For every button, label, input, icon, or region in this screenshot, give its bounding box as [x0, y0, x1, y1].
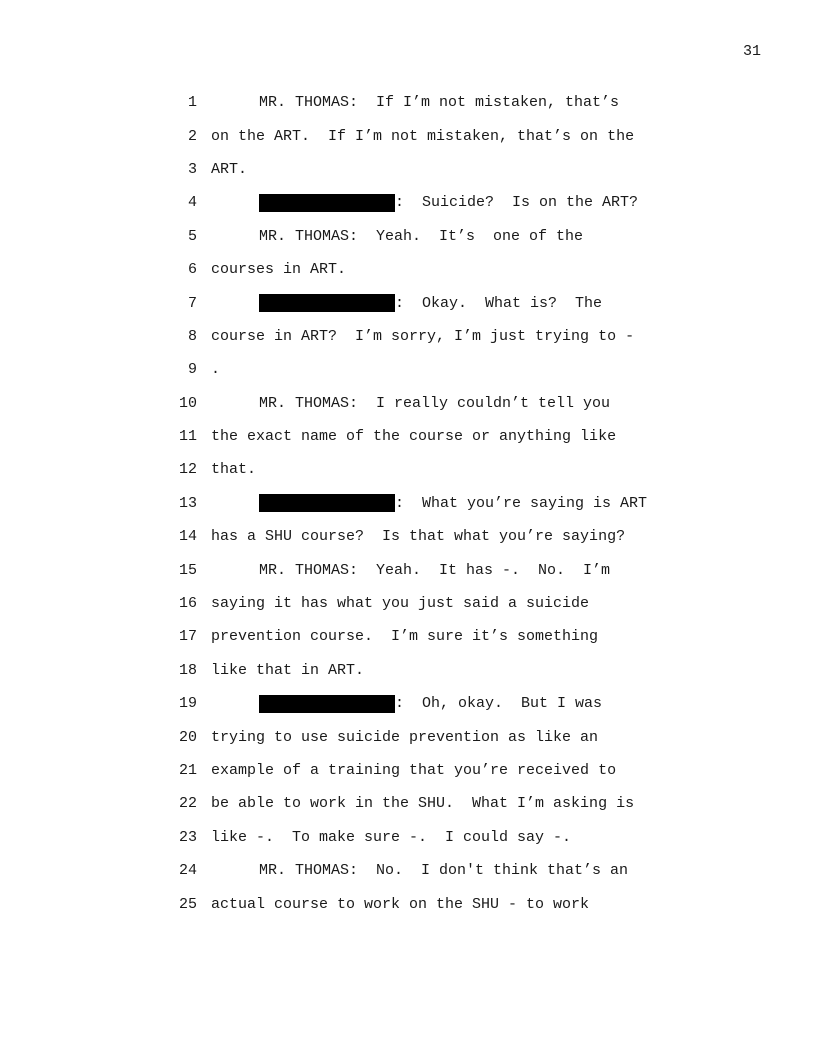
transcript-body: [170, 86, 690, 921]
line-content: prevention course. I’m sure it’s something: [211, 628, 599, 646]
line-number: 10: [178, 394, 197, 412]
line-text: [211, 795, 634, 812]
transcript-line: [170, 620, 690, 653]
line-content: MR. THOMAS: Yeah. It’s one of the: [259, 227, 584, 245]
line-text: [211, 862, 628, 879]
transcript-line: [170, 286, 690, 319]
line-text: [211, 361, 220, 378]
line-content: the exact name of the course or anything like: [211, 428, 617, 446]
line-content: : Oh, okay. But I was: [395, 695, 603, 713]
transcript-line: [170, 887, 690, 920]
page-number: 31: [742, 43, 761, 60]
line-content: like that in ART.: [211, 661, 365, 679]
line-content: : Okay. What is? The: [395, 294, 603, 312]
line-number: 22: [178, 795, 197, 813]
line-text: [211, 94, 619, 111]
line-content: trying to use suicide prevention as like an: [211, 728, 599, 746]
line-text: [211, 829, 571, 846]
transcript-line: [170, 253, 690, 286]
line-number: 13: [178, 494, 197, 512]
line-text: [211, 261, 346, 278]
line-number: 1: [187, 94, 197, 112]
line-text: [211, 128, 634, 145]
line-text: [211, 562, 610, 579]
line-content: course in ART? I’m sorry, I’m just trying to -: [211, 327, 635, 345]
line-content: like -. To make sure -. I could say -.: [211, 828, 572, 846]
line-number: 2: [187, 127, 197, 145]
line-content: be able to work in the SHU. What I’m asking is: [211, 795, 635, 813]
redacted-speaker-name: [259, 194, 395, 212]
transcript-line: [170, 787, 690, 820]
transcript-line: [170, 687, 690, 720]
transcript-line: [170, 453, 690, 486]
line-number: 4: [187, 194, 197, 212]
line-number: 17: [178, 628, 197, 646]
line-content: : Suicide? Is on the ART?: [395, 194, 639, 212]
transcript-line: [170, 553, 690, 586]
line-number: 3: [187, 160, 197, 178]
line-text: [211, 294, 602, 312]
transcript-line: [170, 754, 690, 787]
transcript-line: [170, 153, 690, 186]
line-number: 21: [178, 762, 197, 779]
line-number: 12: [178, 461, 197, 479]
line-number: 18: [178, 661, 197, 679]
line-text: [211, 528, 625, 545]
transcript-line: [170, 420, 690, 453]
transcript-line: [170, 119, 690, 152]
line-number: 11: [178, 428, 197, 446]
line-number: 23: [178, 828, 197, 846]
transcript-line: [170, 186, 690, 219]
transcript-line: [170, 353, 690, 386]
line-content: ART.: [211, 160, 248, 178]
line-content: : What you’re saying is ART: [395, 494, 648, 512]
line-content: example of a training that you’re received to: [211, 762, 617, 779]
transcript-line: [170, 220, 690, 253]
line-number: 25: [178, 895, 197, 913]
line-content: MR. THOMAS: No. I don't think that’s an: [259, 862, 629, 880]
line-text: [211, 729, 598, 746]
line-number: 14: [178, 528, 197, 546]
line-text: [211, 228, 583, 245]
line-number: 19: [178, 695, 197, 713]
line-text: [211, 695, 602, 713]
line-text: [211, 628, 598, 645]
transcript-line: [170, 487, 690, 520]
line-text: [211, 194, 638, 212]
transcript-line: [170, 86, 690, 119]
line-content: .: [211, 361, 221, 379]
line-content: courses in ART.: [211, 261, 347, 279]
line-text: [211, 494, 647, 512]
line-number: 20: [178, 728, 197, 746]
transcript-line: [170, 720, 690, 753]
line-number: 7: [187, 294, 197, 312]
line-number: 9: [187, 361, 197, 379]
transcript-line: [170, 821, 690, 854]
redacted-speaker-name: [259, 494, 395, 512]
transcript-line: [170, 520, 690, 553]
line-number: 15: [178, 561, 197, 579]
line-content: that.: [211, 461, 257, 479]
line-text: [211, 762, 616, 779]
line-text: [211, 428, 616, 445]
line-content: MR. THOMAS: If I’m not mistaken, that’s: [259, 94, 620, 112]
line-number: 5: [187, 227, 197, 245]
line-text: [211, 328, 634, 345]
transcript-line: [170, 587, 690, 620]
line-text: [211, 896, 589, 913]
line-number: 16: [178, 595, 197, 613]
transcript-line: [170, 320, 690, 353]
line-content: actual course to work on the SHU - to work: [211, 895, 590, 913]
line-content: saying it has what you just said a suicide: [211, 595, 590, 613]
line-text: [211, 662, 364, 679]
redacted-speaker-name: [259, 695, 395, 713]
line-number: 24: [178, 862, 197, 880]
redacted-speaker-name: [259, 294, 395, 312]
line-text: [211, 461, 256, 478]
line-number: 8: [187, 327, 197, 345]
line-content: on the ART. If I’m not mistaken, that’s on the: [211, 127, 635, 145]
line-text: [211, 595, 589, 612]
line-content: MR. THOMAS: Yeah. It has -. No. I’m: [259, 561, 611, 579]
transcript-line: [170, 654, 690, 687]
transcript-line: [170, 387, 690, 420]
transcript-line: [170, 854, 690, 887]
line-text: [211, 161, 247, 178]
line-number: 6: [187, 261, 197, 279]
line-text: [211, 395, 610, 412]
line-content: MR. THOMAS: I really couldn’t tell you: [259, 394, 611, 412]
line-content: has a SHU course? Is that what you’re saying?: [211, 528, 626, 546]
